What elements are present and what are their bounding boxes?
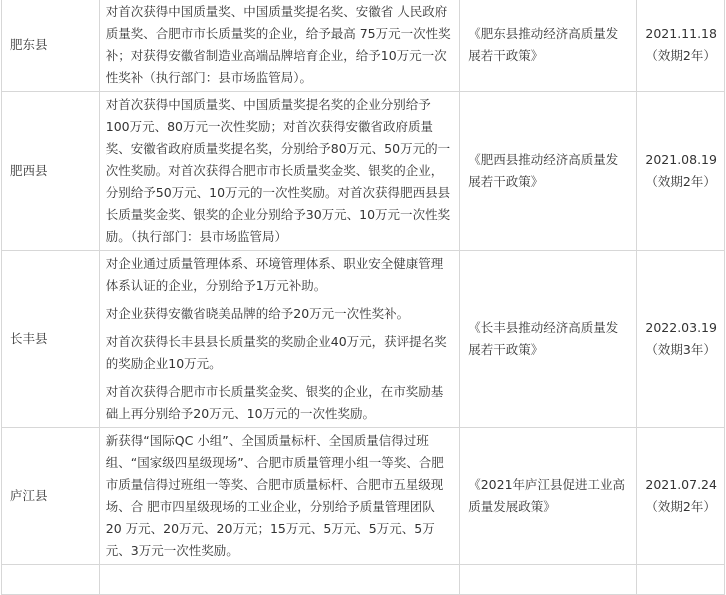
date-cell: 2022.03.19（效期3年）: [637, 251, 725, 428]
table-row: [2, 251, 725, 428]
table-row: [2, 565, 725, 595]
detail-paragraph: 对首次获得长丰县县长质量奖的奖励企业40万元，获评提名奖的奖励企业10万元。: [105, 334, 447, 371]
policy-cell: [460, 565, 637, 595]
county-cell: [2, 565, 100, 595]
date-cell: [637, 565, 725, 595]
date-cell: 2021.08.19（效期2年）: [637, 92, 725, 251]
county-cell: 长丰县: [2, 251, 100, 428]
detail-cell: [99, 0, 459, 92]
detail-paragraph: 对首次获得中国质量奖、中国质量奖提名奖、安徽省 人民政府质量奖、合肥市市长质量奖的企业，给予最高 75万元一次性奖补；对获得安徽省制造业高端品牌培育企业，给予10万元一次性奖补（执行部门：县市场监管局）。: [105, 4, 451, 85]
policy-cell: 《长丰县推动经济高质量发展若干政策》: [460, 251, 637, 428]
policy-cell: 《肥西县推动经济高质量发展若干政策》: [460, 92, 637, 251]
table-row: [2, 0, 725, 92]
table-row: [2, 428, 725, 565]
detail-cell: [99, 565, 459, 595]
table-row: [2, 92, 725, 251]
policy-cell: 《2021年庐江县促进工业高质量发展政策》: [460, 428, 637, 565]
detail-cell: [99, 428, 459, 565]
detail-paragraph: 对企业通过质量管理体系、环境管理体系、职业安全健康管理体系认证的企业，分别给予1万元补助。: [105, 256, 444, 293]
county-cell: 庐江县: [2, 428, 100, 565]
policy-table: [1, 0, 725, 595]
policy-cell: 《肥东县推动经济高质量发展若干政策》: [460, 0, 637, 92]
county-cell: 肥西县: [2, 92, 100, 251]
detail-paragraph: 对企业获得安徽省晓美品牌的给予20万元一次性奖补。: [105, 306, 410, 321]
detail-paragraph: 对首次获得合肥市市长质量奖金奖、银奖的企业，在市奖励基础上再分别给予20万元、10万元的一次性奖励。: [105, 384, 444, 421]
detail-paragraph: 对首次获得中国质量奖、中国质量奖提名奖的企业分别给予100万元、80万元一次性奖励；对首次获得安徽省政府质量奖、安徽省政府质量奖提名奖，分别给予80万元、50万元的一次性奖励。对首次获得合肥市市长质量奖金奖、银奖的企业，分别给予50万元、10万元的一次性奖励。对首次获得肥西县县长质量奖金奖、银奖的企业分别给予30万元、10万元一次性奖励。（执行部门：县市场监管局）: [105, 97, 451, 244]
detail-cell: [99, 251, 459, 428]
county-cell: 肥东县: [2, 0, 100, 92]
date-cell: 2021.11.18（效期2年）: [637, 0, 725, 92]
detail-paragraph: 新获得“国际QC 小组”、全国质量标杆、全国质量信得过班组、“国家级四星级现场”、合肥市质量管理小组一等奖、合肥市质量信得过班组一等奖、合肥市质量标杆、合肥市五星级现场、合 肥市四星级现场的工业企业，分别给予质量管理团队 20 万元、20万元、20万元；15万元、5万元、5万元、5万元、3万元一次性奖励。: [105, 433, 444, 558]
date-cell: 2021.07.24（效期2年）: [637, 428, 725, 565]
detail-cell: [99, 92, 459, 251]
